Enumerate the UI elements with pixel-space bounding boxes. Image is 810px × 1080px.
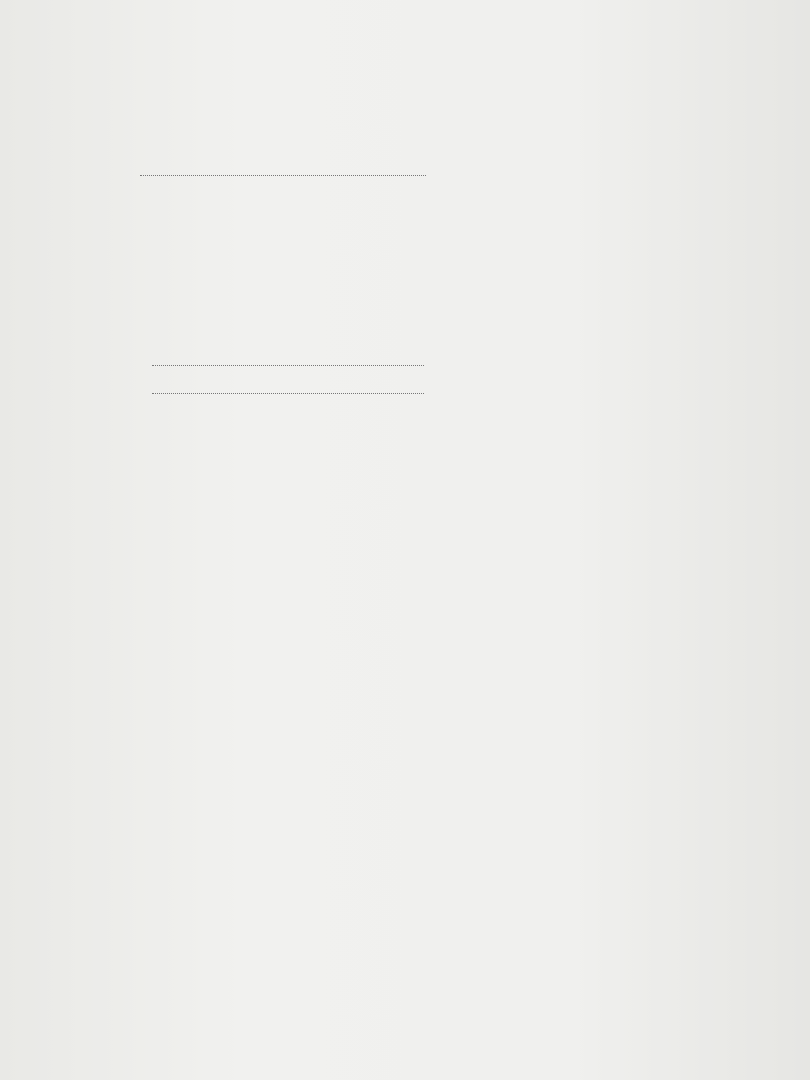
toc-entry-kaisetsu — [150, 396, 426, 397]
dot-leader — [152, 365, 424, 366]
toc-entry-hanrei — [138, 178, 428, 179]
dot-leader — [140, 175, 426, 176]
toc-entry-genshoku — [150, 368, 426, 369]
dot-leader — [152, 393, 424, 394]
